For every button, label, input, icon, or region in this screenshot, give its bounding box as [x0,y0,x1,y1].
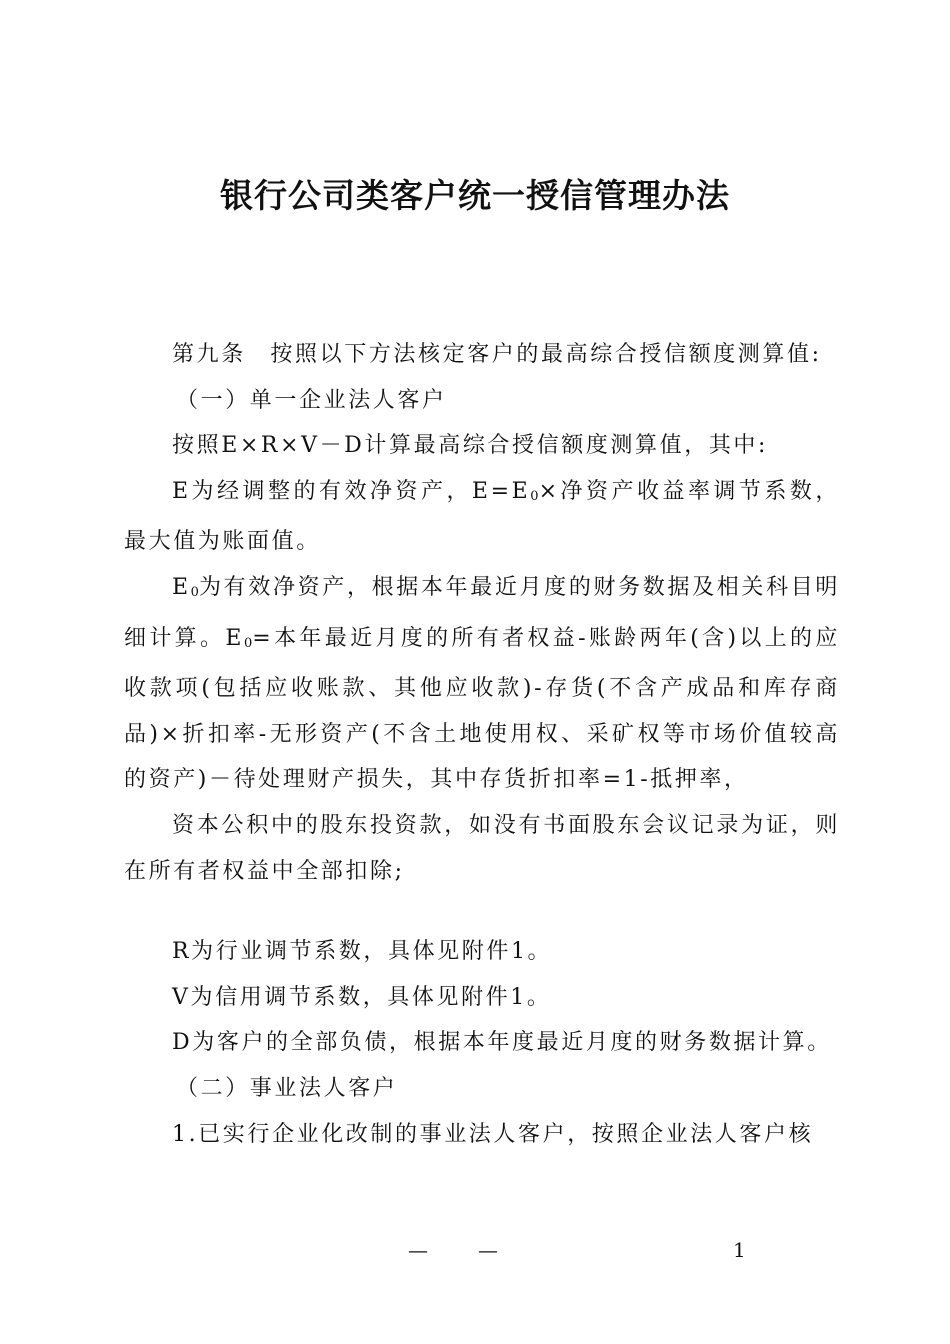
definition-v: V为信用调节系数，具体见附件1。 [172,984,552,1010]
document-body [124,332,840,1157]
definition-e0-text: 为有效净资产，根据本年最近月度的财务数据及相关科目明细计算。E [124,574,840,651]
definition-r: R为行业调节系数，具体见附件1。 [172,939,553,965]
definition-d: D为客户的全部负债，根据本年度最近月度的财务数据计算。 [172,1030,832,1056]
page-number: 1 [733,1238,746,1262]
capital-reserve-paragraph: 资本公积中的股东投资款，如没有书面股东会议记录为证，则在所有者权益中全部扣除; [124,812,840,884]
paragraph-gap [124,894,840,929]
definition-e0-symbol: E [172,574,191,600]
definition-e [124,469,840,565]
definition-e-text-cont: ×净资产收益率调节系数，最大值为账面值。 [124,478,840,555]
subscript-zero: 0 [190,584,199,600]
article-nine-intro: 第九条 按照以下方法核定客户的最高综合授信额度测算值: [172,342,822,367]
definition-e0-formula: =本年最近月度的所有者权益-账龄两年(含)以上的应收款项(包括应收账款、其他应收款)-存货(不含产成品和库存商品)×折扣率-无形资产(不含土地使用权、采矿权等市场价值较高的资产)－待处理财产损失，其中存货折扣率=1-抵押率， [124,625,840,793]
document-title: 银行公司类客户统一授信管理办法 [220,176,730,215]
institution-item-1: 1.已实行企业化改制的事业法人客户，按照企业法人客户核 [172,1121,814,1147]
definition-e-text: E为经调整的有效净资产，E=E [172,478,531,504]
formula-paragraph: 按照E×R×V－D计算最高综合授信额度测算值，其中: [172,433,769,459]
section-heading-institution: （二）事业法人客户 [176,1075,398,1101]
footer-dash-right: — [478,1238,498,1262]
subscript-zero: 0 [530,488,539,504]
footer-dash-left: — [408,1238,428,1262]
subscript-zero: 0 [244,635,253,651]
section-heading-single-enterprise: （一）单一企业法人客户 [176,387,447,413]
definition-e0 [124,565,840,803]
